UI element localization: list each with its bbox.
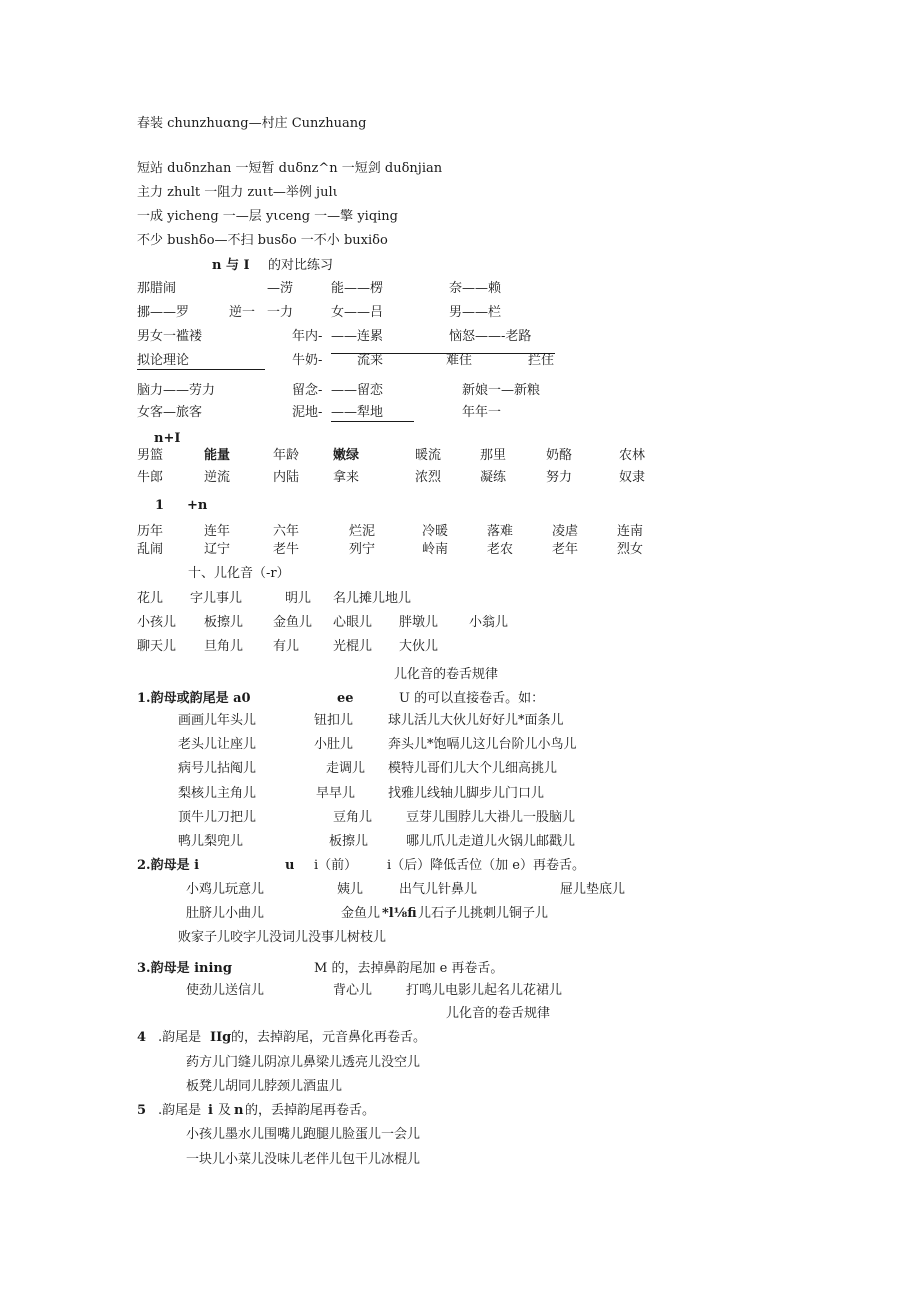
word: 历年 <box>137 524 164 539</box>
contrast-cell: 女——吕 <box>331 305 384 320</box>
rule-4: 4 <box>137 1030 147 1045</box>
example: *l⅛fi <box>382 906 417 921</box>
rule-4: .韵尾是 <box>158 1030 202 1045</box>
word: 六年 <box>273 524 300 539</box>
word: 连南 <box>617 524 644 539</box>
example: 哪儿爪儿走道儿火锅儿邮戳儿 <box>406 834 576 849</box>
pinyin-line-2: 短站 duδnzhan 一短暂 duδnz^n 一短剑 duδnjian <box>137 161 443 176</box>
word: 牛郎 <box>137 470 164 485</box>
word: 连年 <box>204 524 231 539</box>
rule-1: ee <box>337 691 354 706</box>
contrast-cell: ——犁地 <box>331 405 414 422</box>
contrast-cell: 牛奶- <box>292 353 323 368</box>
contrast-cell: 拟论理论 <box>137 353 265 370</box>
erhua-word: 光棍儿 <box>333 639 373 654</box>
pinyin-line-3: 主力 zhult 一阻力 zuιt—举例 julι <box>137 185 338 200</box>
pinyin-line-1: 春装 chunzhuαng—村庄 Cunzhuang <box>137 116 367 131</box>
heading-l-plus-n: +n <box>187 498 208 513</box>
contrast-cell: 挪——罗 <box>137 305 190 320</box>
erhua-word: 花儿 <box>137 591 164 606</box>
example: 奔头儿*饱嗝儿这儿台阶儿小鸟儿 <box>388 737 577 752</box>
example: 钮扣儿 <box>314 713 354 728</box>
section-heading-n-l: n 与 I <box>212 258 250 273</box>
contrast-cell: 那腊闹 <box>137 281 177 296</box>
word: 老年 <box>552 542 579 557</box>
rule-1: U 的可以直接卷舌。如： <box>399 691 545 706</box>
word: 烂泥 <box>349 524 376 539</box>
word: 农林 <box>619 448 646 463</box>
erhua-word: 明儿 <box>285 591 312 606</box>
word: 能量 <box>204 448 231 463</box>
example: 老头儿让座儿 <box>178 737 257 752</box>
rule-2: i（前） <box>314 858 358 873</box>
rule-5: .韵尾是 <box>158 1103 202 1118</box>
contrast-cell: —涝 <box>267 281 294 296</box>
word: 列宁 <box>349 542 376 557</box>
contrast-cell: 男——栏 <box>449 305 502 320</box>
contrast-cell: ——连累 <box>331 329 384 344</box>
erhua-word: 小翁儿 <box>469 615 509 630</box>
rule-4: IIg <box>210 1030 232 1045</box>
heading-l-plus-n: 1 <box>155 498 165 513</box>
erhua-word: 有儿 <box>273 639 300 654</box>
contrast-cell: 年内- <box>292 329 323 344</box>
example: 败家子儿咬字儿没词儿没事儿树枝儿 <box>178 930 387 945</box>
contrast-cell: 新娘一—新粮 <box>462 383 541 398</box>
word: 奶酪 <box>546 448 573 463</box>
word: 老牛 <box>273 542 300 557</box>
example: 小肚儿 <box>314 737 354 752</box>
erhua-word: 聊天儿 <box>137 639 177 654</box>
word: 奴隶 <box>619 470 646 485</box>
example: 豆芽儿围脖儿大褂儿一股脑儿 <box>406 810 576 825</box>
rule-5: 5 <box>137 1103 147 1118</box>
rule-3: M 的，去掉鼻韵尾加 e 再卷舌。 <box>314 961 504 976</box>
example: 板擦儿 <box>329 834 369 849</box>
example: 出气儿针鼻儿 <box>399 882 478 897</box>
example: 走调儿 <box>326 761 366 776</box>
example: 药方儿门缝儿阴凉儿鼻梁儿透亮儿没空儿 <box>186 1055 421 1070</box>
word: 那里 <box>480 448 507 463</box>
example: 打鸣儿电影儿起名儿花裙儿 <box>406 983 563 998</box>
example: 肚脐儿小曲儿 <box>186 906 265 921</box>
erhua-word: 字儿事儿 <box>190 591 243 606</box>
example: 一块儿小菜儿没味儿老伴儿包干儿冰棍儿 <box>186 1152 421 1167</box>
pinyin-line-4: 一成 yicheng 一—层 yιceng 一—擎 yiqing <box>137 209 398 224</box>
contrast-cell: 难住 <box>446 353 473 368</box>
example: 金鱼儿 <box>341 906 381 921</box>
example: 豆角儿 <box>333 810 373 825</box>
example: 儿石子儿挑刺儿铜子儿 <box>418 906 549 921</box>
rule-2: 2.韵母是 i <box>137 858 200 873</box>
word: 拿来 <box>333 470 360 485</box>
contrast-cell: 男女一褴褛 <box>137 329 203 344</box>
erhua-word: 金鱼儿 <box>273 615 313 630</box>
contrast-cell: 奈——赖 <box>449 281 502 296</box>
section-heading-n-l-text: 的对比练习 <box>268 258 334 273</box>
word: 落难 <box>487 524 514 539</box>
example: 使劲儿送信儿 <box>186 983 265 998</box>
erhua-word: 大伙儿 <box>399 639 439 654</box>
word: 努力 <box>546 470 573 485</box>
contrast-cell: 恼怒——-老路 <box>449 329 532 344</box>
contrast-cell: 留念- <box>292 383 323 398</box>
contrast-cell: 逆一 <box>229 305 256 320</box>
erhua-word: 板擦儿 <box>204 615 244 630</box>
contrast-cell: 一力 <box>267 305 294 320</box>
word: 岭南 <box>422 542 449 557</box>
rule-4: 的，去掉韵尾，元音鼻化再卷舌。 <box>231 1030 427 1045</box>
contrast-cell: 能——楞 <box>331 281 384 296</box>
example: 板凳儿胡同儿脖颈儿酒盅儿 <box>186 1079 343 1094</box>
contrast-cell: ——留恋 <box>331 383 384 398</box>
contrast-cell: 脑力——劳力 <box>137 383 216 398</box>
example: 病号儿拈阄儿 <box>178 761 257 776</box>
erhua-word: 小孩儿 <box>137 615 177 630</box>
contrast-cell: 泥地- <box>292 405 323 420</box>
word: 冷暖 <box>422 524 449 539</box>
example: 球儿活儿大伙儿好好儿*面条儿 <box>388 713 564 728</box>
example: 小鸡儿玩意儿 <box>186 882 265 897</box>
rule-2: u <box>285 858 295 873</box>
example: 梨核儿主角儿 <box>178 786 257 801</box>
example: 姨儿 <box>337 882 364 897</box>
example: 鸭儿梨兜儿 <box>178 834 244 849</box>
heading-n-plus-l: n+I <box>154 431 181 446</box>
erhua-word: 名儿摊儿地儿 <box>333 591 412 606</box>
rule-1: 1.韵母或韵尾是 a0 <box>137 691 251 706</box>
word: 男篮 <box>137 448 164 463</box>
rule-5: 的，丢掉韵尾再卷舌。 <box>245 1103 376 1118</box>
word: 老农 <box>487 542 514 557</box>
erhua-word: 心眼儿 <box>333 615 373 630</box>
example: 早早儿 <box>316 786 356 801</box>
rule-5: i <box>208 1103 213 1118</box>
contrast-cell: 流来 <box>357 353 384 368</box>
contrast-cell: 女客—旅客 <box>137 405 203 420</box>
example: 找雅儿线轴儿脚步儿门口儿 <box>388 786 545 801</box>
word: 年龄 <box>273 448 300 463</box>
contrast-cell: 拦住 <box>528 353 555 368</box>
word: 内陆 <box>273 470 300 485</box>
example: 背心儿 <box>333 983 373 998</box>
title-rules-2: 儿化音的卷舌规律 <box>446 1006 551 1021</box>
word: 凌虐 <box>552 524 579 539</box>
pinyin-line-5: 不少 bushδo—不扫 busδo 一不小 buxiδo <box>137 233 388 248</box>
word: 凝练 <box>480 470 507 485</box>
contrast-cell: 年年一 <box>462 405 502 420</box>
word: 烈女 <box>617 542 644 557</box>
word: 嫩绿 <box>333 448 360 463</box>
example: 屉儿垫底儿 <box>560 882 626 897</box>
erhua-word: 旦角儿 <box>204 639 244 654</box>
erhua-word: 胖墩儿 <box>399 615 439 630</box>
rule-5: 及 <box>218 1103 232 1118</box>
word: 逆流 <box>204 470 231 485</box>
rule-2: i（后）降低舌位（加 e）再卷舌。 <box>387 858 585 873</box>
example: 小孩儿墨水儿围嘴儿跑腿儿脸蛋儿一会儿 <box>186 1127 421 1142</box>
section-heading-erhua: 十、儿化音（-r） <box>188 566 290 581</box>
rule-3: 3.韵母是 ining <box>137 961 232 976</box>
example: 模特儿哥们儿大个儿细高挑儿 <box>388 761 558 776</box>
title-rules-1: 儿化音的卷舌规律 <box>394 667 499 682</box>
word: 浓烈 <box>415 470 442 485</box>
word: 辽宁 <box>204 542 231 557</box>
example: 顶牛儿刀把儿 <box>178 810 257 825</box>
word: 暖流 <box>415 448 442 463</box>
rule-5: n <box>234 1103 244 1118</box>
example: 画画儿年头儿 <box>178 713 257 728</box>
word: 乱闹 <box>137 542 164 557</box>
